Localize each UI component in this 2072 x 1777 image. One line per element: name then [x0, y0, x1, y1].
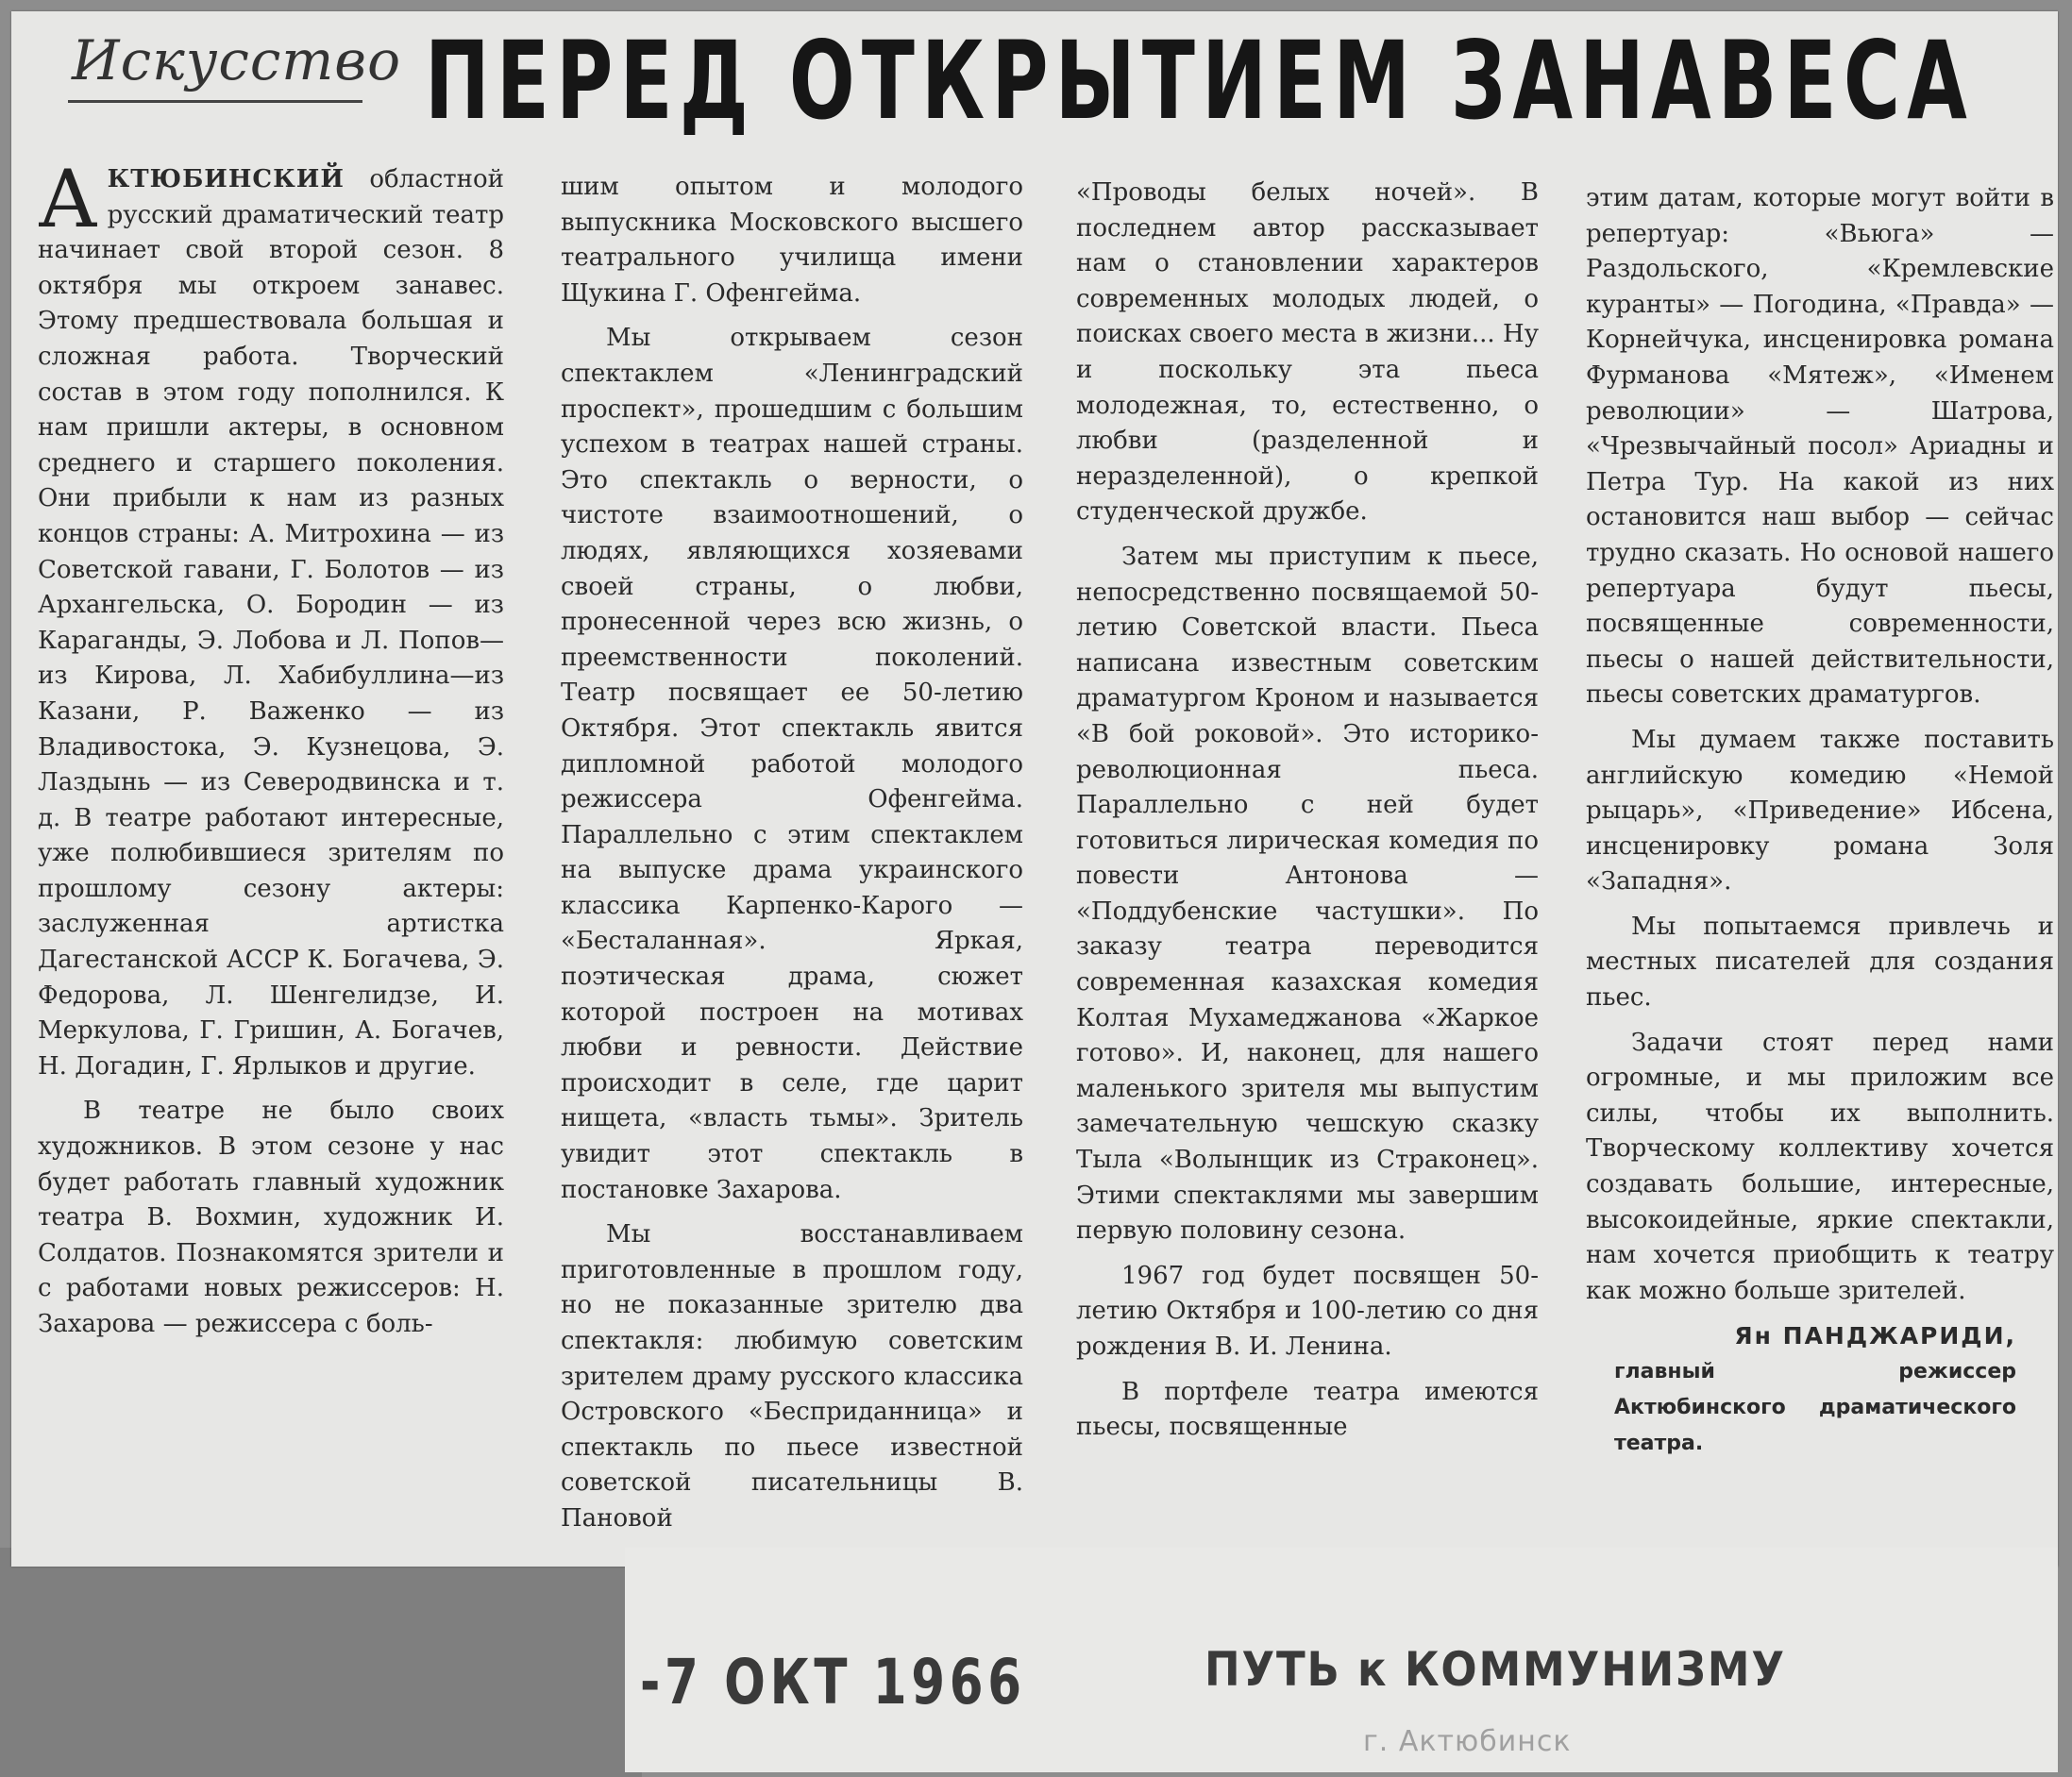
paragraph: В театре не было своих художников. В этом сезоне у нас будет работать главный художник театра В. Вохмин, художник И. Солдатов. Познакомятся зрители и с работами новых режиссеров: Н. Захарова — режиссера с боль- — [38, 1097, 504, 1338]
article-column-3 — [1076, 176, 1539, 1455]
article-column-4 — [1586, 181, 2054, 1462]
date-stamp: -7 ОКТ 1966 — [640, 1646, 1026, 1718]
paragraph: Мы попытаемся привлечь и местных писателей для создания пьес. — [1586, 912, 2054, 1013]
paragraph: этим датам, которые могут войти в репертуар: «Вьюга» — Раздольского, «Кремлевские куранты» — Погодина, «Правда» — Корнейчука, инсценировка романа Фурманова «Мятеж», «Именем революции» — Шатрова, «Чрезвычайный посол» Ариадны и Петра Тур. На какой из них остановится наш выбор — сейчас трудно сказать. Но основой нашего репертуара будут пьесы, посвященные современности, пьесы о нашей действительности, пьесы советских драматургов. — [1586, 184, 2054, 710]
newspaper-stamp: ПУТЬ к КОММУНИЗМУ — [1204, 1642, 1786, 1697]
article-column-1 — [38, 153, 504, 1352]
paragraph — [38, 153, 504, 1084]
paragraph: Затем мы приступим к пьесе, непосредственно посвящаемой 50-летию Советской власти. Пьеса написана известным советским драматургом Кроном и называется «В бой роковой». Это историко-революционная пьеса. Параллельно с ней будет готовиться лирическая комедия по повести Антонова — «Поддубенские частушки». По заказу театра переводится современная казахская комедия Колтая Мухамеджанова «Жаркое готово». И, наконец, для нашего маленького зрителя мы выпустим замечательную чешскую сказку Тыла «Волынщик из Страконец». Этими спектаклями мы завершим первую половину сезона. — [1076, 542, 1539, 1246]
article-headline: ПЕРЕД ОТКРЫТИЕМ ЗАНАВЕСА — [425, 18, 1974, 143]
paragraph: Мы открываем сезон спектаклем «Ленинградский проспект», прошедшим с большим успехом в театрах нашей страны. Это спектакль о верности, о чистоте взаимоотношений, о людях, являющихся хозяевами своей страны, о любви, пронесенной через всю жизнь, о преемственности поколений. Театр посвящает ее 50-летию Октября. Этот спектакль явится дипломной работой молодого режиссера Офенгейма. Параллельно с этим спектаклем на выпуске драма украинского классика Карпенко-Карого — «Бесталанная». Яркая, поэтическая драма, сюжет которой построен на мотивах любви и ревности. Действие происходит в селе, где царит нищета, «власть тьмы». Зритель увидит этот спектакль в постановке Захарова. — [561, 324, 1023, 1204]
author-role: главный режиссер Актюбинского драматического театра. — [1614, 1360, 2016, 1456]
background-bottom-left — [0, 1548, 642, 1777]
paragraph: Мы думаем также поставить английскую комедию «Немой рыцарь», «Приведение» Ибсена, инсценировку романа Золя «Западня». — [1586, 725, 2054, 897]
drop-cap: А — [38, 153, 98, 245]
lead-word: КТЮБИНСКИЙ — [107, 165, 345, 193]
rubric-underline — [68, 100, 362, 103]
paragraph: 1967 год будет посвящен 50-летию Октября и 100-летию со дня рождения В. И. Ленина. — [1076, 1261, 1539, 1361]
paragraph: Задачи стоят перед нами огромные, и мы приложим все силы, чтобы их выполнить. Творческому коллективу хочется создавать большие, интересные, высокоидейные, яркие спектакли, нам хочется приобщить к театру как можно больше зрителей. — [1586, 1028, 2054, 1305]
paragraph-text: областной русский драматический театр начинает свой второй сезон. 8 октября мы откроем занавес. Этому предшествовала большая и сложная работа. Творческий состав в этом году пополнился. К нам пришли актеры, в основном среднего и старшего поколения. Они прибыли к нам из разных концов страны: А. Митрохина — из Советской гавани, Г. Болотов — из Архангельска, О. Бородин — из Караганды, Э. Лобова и Л. Попов—из Кирова, Л. Хабибуллина—из Казани, Р. Важенко — из Владивостока, Э. Кузнецова, Э. Лаздынь — из Северодвинска и т. д. В театре работают интересные, уже полюбившиеся зрителям по прошлому сезону актеры: заслуженная артистка Дагестанской АССР К. Богачева, Э. Федорова, Л. Шенгелидзе, И. Меркулова, Г. Гришин, А. Богачев, Н. Догадин, Г. Ярлыков и другие. — [38, 165, 504, 1081]
paragraph: «Проводы белых ночей». В последнем автор рассказывает нам о становлении характеров современных молодых людей, о поисках своего места в жизни... Ну и поскольку эта пьеса молодежная, то, естественно, о любви (разделенной и неразделенной), о крепкой студенческой дружбе. — [1076, 178, 1539, 527]
rubric-label: Искусство — [72, 28, 401, 92]
city-stamp: г. Актюбинск — [1363, 1725, 1572, 1758]
paragraph: Мы восстанавливаем приготовленные в прошлом году, но не показанные зрителю два спектакля: любимую советским зрителем драму русского классика Островского «Бесприданница» и спектакль по пьесе известной советской писательницы В. Пановой — [561, 1220, 1023, 1533]
author-name: Ян ПАНДЖАРИДИ, — [1734, 1322, 2016, 1350]
paragraph: шим опытом и молодого выпускника Московского высшего театрального училища имени Щукина Г. Офенгейма. — [561, 173, 1023, 308]
paragraph: В портфеле театра имеются пьесы, посвященные — [1076, 1377, 1539, 1442]
article-column-2 — [561, 170, 1023, 1547]
